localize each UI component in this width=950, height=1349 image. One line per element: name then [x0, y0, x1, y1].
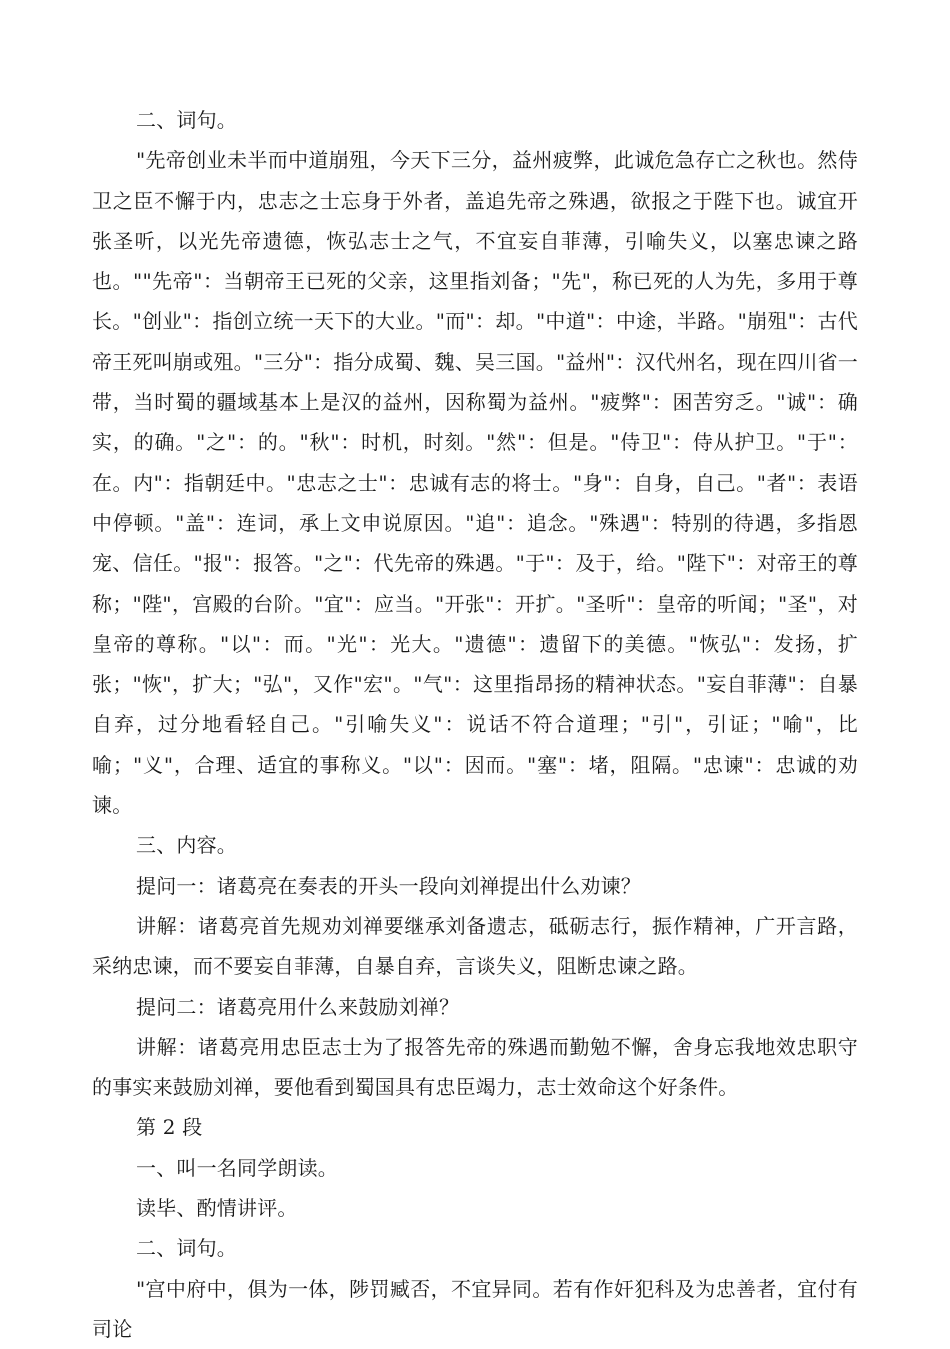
section-heading-ciju-1: 二、词句。 — [136, 108, 237, 132]
section-heading-ciju-2: 二、词句。 — [136, 1236, 237, 1261]
passage-paragraph-2: "宫中府中，俱为一体，陟罚臧否，不宜异同。若有作奸犯科及为忠善者，宜付有司论 — [92, 1276, 858, 1341]
answer-1: 讲解：诸葛亮首先规劝刘禅要继承刘备遗志，砥砺志行，振作精神，广开言路，采纳忠谏，而不要妄自菲薄，自暴自弃，言谈失义，阻断忠谏之路。 — [92, 913, 858, 979]
section-heading-paragraph-2: 第 2 段 — [136, 1115, 203, 1140]
step-comment: 读毕、酌情讲评。 — [136, 1196, 298, 1221]
document-page — [92, 100, 858, 1349]
question-2: 提问二：诸葛亮用什么来鼓励刘禅？ — [136, 994, 460, 1019]
answer-2: 讲解：诸葛亮用忠臣志士为了报答先帝的殊遇而勤勉不懈，舍身忘我地效忠职守的事实来鼓励刘禅，要他看到蜀国具有忠臣竭力，志士效命这个好条件。 — [92, 1034, 858, 1100]
question-1: 提问一：诸葛亮在奏表的开头一段向刘禅提出什么劝谏？ — [136, 873, 641, 898]
step-read-aloud: 一、叫一名同学朗读。 — [136, 1155, 338, 1180]
passage-paragraph-1: "先帝创业未半而中道崩殂，今天下三分，益州疲弊，此诚危急存亡之秋也。然侍卫之臣不懈于内，忠志之士忘身于外者，盖追先帝之殊遇，欲报之于陛下也。诚宜开张圣听，以光先帝遗德，恢弘志士之气，不宜妄自菲薄，引喻失义，以塞忠谏之路也。""先帝"：当朝帝王已死的父亲，这里指刘备；"先"，称已死的人为先，多用于尊长。"创业"：指创立统一天下的大业。"而"：却。"中道"：中途，半路。"崩殂"：古代帝王死叫崩或殂。"三分"：指分成蜀、魏、吴三国。"益州"：汉代州名，现在四川省一带，当时蜀的疆域基本上是汉的益州，因称蜀为益州。"疲弊"：困苦穷乏。"诚"：确实，的确。"之"：的。"秋"：时机，时刻。"然"：但是。"侍卫"：侍从护卫。"于"：在。内"：指朝廷中。"忠志之士"：忠诚有志的将士。"身"：自身，自己。"者"：表语中停顿。"盖"：连词，承上文申说原因。"追"：追念。"殊遇"：特别的待遇，多指恩宠、信任。"报"：报答。"之"：代先帝的殊遇。"于"：及于，给。"陛下"：对帝王的尊称；"陛"，宫殿的台阶。"宜"：应当。"开张"：开扩。"圣听"：皇帝的听闻；"圣"，对皇帝的尊称。"以"：而。"光"：光大。"遗德"：遗留下的美德。"恢弘"：发扬，扩张；"恢"，扩大；"弘"，又作"宏"。"气"：这里指昂扬的精神状态。"妄自菲薄"：自暴自弃，过分地看轻自己。"引喻失义"：说话不符合道理；"引"，引证；"喻"，比喻；"义"，合理、适宜的事称义。"以"：因而。"塞"：堵，阻隔。"忠谏"：忠诚的劝谏。 — [92, 148, 858, 818]
section-heading-neirong: 三、内容。 — [136, 833, 237, 858]
